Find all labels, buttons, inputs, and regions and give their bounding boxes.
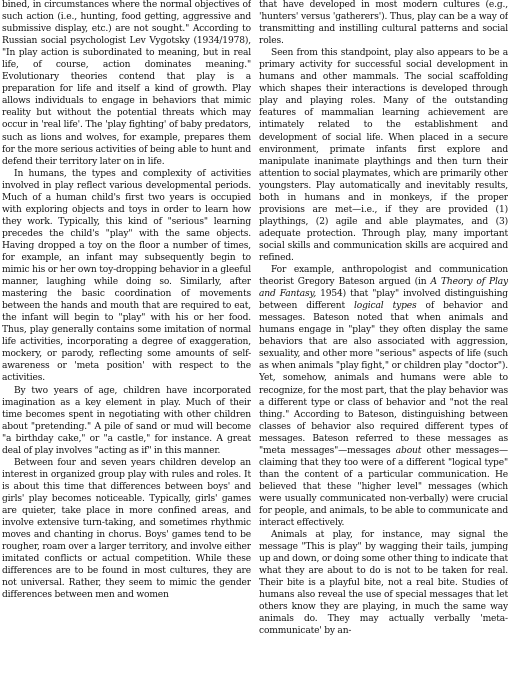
text-run: other messages—claiming that they too were of a different "logical type" than the content of a particular communication. He believed that these "higher level" messages (which were usually communicated non-verbally) were crucial for people, and animals, to be able to communicate and interact effectively.	[259, 445, 508, 529]
italic-text: A Theory of Play and Fantasy,	[259, 277, 508, 300]
paragraph	[2, 0, 251, 168]
text-run: For example, anthropologist and communication theorist Gregory Bateson argued (in	[259, 265, 508, 288]
paragraph	[259, 0, 508, 47]
paragraph	[2, 385, 251, 457]
text-run: that have developed in most modern cultures (e.g., 'hunters' versus 'gatherers'). Thus, play can be a way of transmitting and instilling cultural patterns and social roles.	[259, 0, 508, 47]
text-run: Seen from this standpoint, play also appears to be a primary activity for successful social development in humans and other mammals. The social scaffolding which shapes their interactions is developed through play and playing roles. Many of the outstanding features of mammalian learning achievement are intimately related to the establishment and development of social life. When placed in a secure environment, primate infants first explore and manipulate inanimate playthings and then turn their attention to social playmates, which are primarily other youngsters. Play automatically and inevitably results, both in humans and in monkeys, if the proper provisions are met—i.e., if they are provided (1) playthings, (2) agile and able playmates, and (3) adequate protection. Through play, many important social skills and communication skills are acquired and refined.	[259, 48, 508, 263]
italic-text: logical types	[354, 301, 417, 312]
paragraph	[259, 264, 508, 529]
paragraph	[259, 529, 508, 637]
text-run: In humans, the types and complexity of activities involved in play reflect various developmental periods. Much of a human child's first two years is occupied with exploring objects and toys in order to learn how they work. Typically, this kind of "serious" learning precedes the child's "play" with the same objects. Having dropped a toy on the floor a number of times, for example, an infant may subsequently begin to mimic his or her own toy-dropping behavior in a gleeful manner, laughing while doing so. Similarly, after mastering the basic coordination of movements between the hands and mouth that are required to eat, the infant will begin to "play" with his or her food. Thus, play generally contains some imitation of normal life activities, incorporating a degree of exaggeration, mockery, or parody, reflecting some amounts of self-awareness or 'meta position' with respect to the activities.	[2, 168, 251, 384]
paragraph	[259, 47, 508, 264]
text-run: bined, in circumstances where the normal objectives of such action (i.e., hunting, food getting, aggressive and submissive display, etc.) are not sought." According to Russian social psychologist Lev Vygotsky (1934/1978), "In play action is subordinated to meaning, but in real life, of course, action dominates meaning." Evolutionary theories contend that play is a preparation for life and itself a kind of growth. Play allows individuals to engage in behaviors that mimic reality but without the potential threats which may occur in 'real life'. The 'play fighting' of baby predators, such as lions and wolves, for example, prepares them for the more serious activities of being able to hunt and defend their territory later on in life.	[2, 0, 251, 167]
text-run: of behavior and messages. Bateson noted that when animals and humans engage in "play" they often display the same behaviors that are also associated with aggression, sexuality, and other more "serious" aspects of life (such as when animals "play fight," or children play "doctor"). Yet, somehow, animals and humans were able to recognize, for the most part, that the play behavior was a different type or class of behavior and "not the real thing." According to Bateson, distinguishing between classes of behavior also required different types of messages. Bateson referred to these messages as "meta messages"—messages	[259, 301, 508, 456]
text-run: Between four and seven years children develop an interest in organized group play with rules and roles. It is about this time that differences between boys' and girls' play becomes noticeable. Typically, girls' games are quieter, take place in more confined areas, and involve extensive turn-taking, and sometimes rhythmic moves and chanting in chorus. Boys' games tend to be rougher, roam over a larger territory, and involve either imitated conflicts or actual competition. While these differences are to be found in most cultures, they are not universal. Rather, they seem to mimic the gender differences between men and women	[2, 457, 251, 601]
right-column	[259, 0, 508, 695]
italic-text: about	[395, 445, 422, 456]
text-run: Animals at play, for instance, may signal the message "This is play" by wagging their tails, jumping up and down, or doing some other thing to indicate that what they are about to do is not to be taken for real. Their bite is a playful bite, not a real bite. Studies of humans also reveal the use of special messages that let others know they are playing, in much the same way animals do. They may actually verbally 'meta-communicate' by an-	[259, 530, 508, 637]
left-column	[2, 0, 251, 695]
paragraph	[2, 457, 251, 602]
text-run: 1954) that "play" involved distinguishing between different	[259, 289, 508, 312]
paragraph	[2, 168, 251, 385]
text-run: By two years of age, children have incorporated imagination as a key element in play. Much of their time becomes spent in negotiating with other children about "pretending." A pile of sand or mud will become "a birthday cake," or "a castle," for instance. A great deal of play involves "acting as if" in this manner.	[2, 385, 251, 456]
